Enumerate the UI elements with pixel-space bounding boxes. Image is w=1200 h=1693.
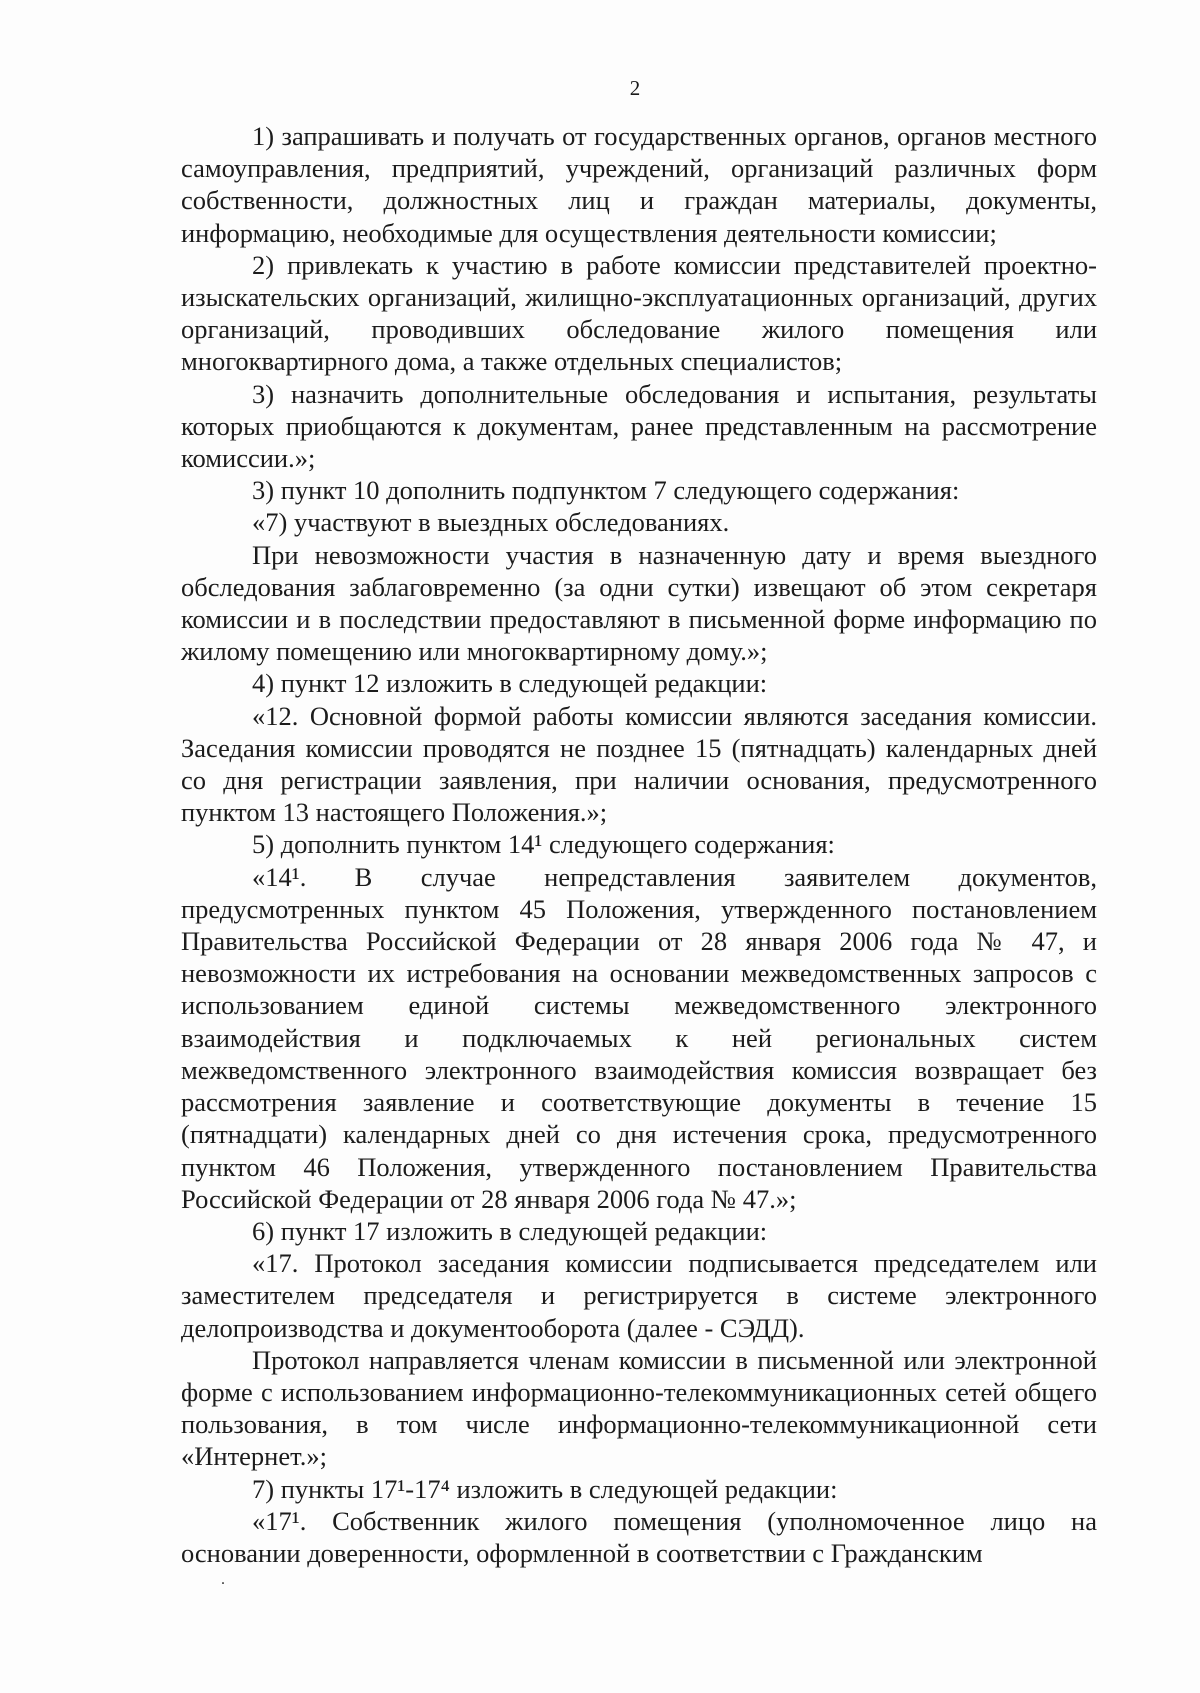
paragraph-1: 1) запрашивать и получать от государственных органов, органов местного самоуправления, предприятий, учреждений, организаций различных форм собственности, должностных лиц и граждан материалы, документы, информацию, необходимые для осуществления деятельности комиссии; bbox=[181, 121, 1097, 248]
paragraph-2: 2) привлекать к участию в работе комиссии представителей проектно-изыскательских организаций, жилищно-эксплуатационных организаций, других организаций, проводивших обследование жилого помещения или многоквартирного дома, а также отдельных специалистов; bbox=[181, 249, 1097, 377]
paragraph-13: Протокол направляется членам комиссии в письменной или электронной форме с использованием информационно-телекоммуникационных сетей общего пользования, в том числе информационно-телекоммуникационной сети «Интернет.»; bbox=[181, 1344, 1097, 1472]
paragraph-6: При невозможности участия в назначенную дату и время выездного обследования заблаговременно (за одни сутки) извещают об этом секретаря комиссии и в последствии предоставляют в письменной форме информацию по жилому помещению или многоквартирному дому.»; bbox=[181, 539, 1097, 667]
paragraph-11: 6) пункт 17 изложить в следующей редакции: bbox=[252, 1215, 768, 1246]
paragraph-14: 7) пункты 17¹-17⁴ изложить в следующей редакции: bbox=[252, 1473, 838, 1504]
paragraph-10: «14¹. В случае непредставления заявителем документов, предусмотренных пунктом 45 Положения, утвержденного постановлением Правительства Российской Федерации от 28 января 2006 года № 47, и невозможности их истребования на основании межведомственных запросов с использованием единой системы межведомственного электронного взаимодействия и подключаемых к ней региональных систем межведомственного электронного взаимодействия комиссия возвращает без рассмотрения заявление и соответствующие документы в течение 15 (пятнадцати) календарных дней со дня истечения срока, предусмотренного пунктом 46 Положения, утвержденного постановлением Правительства Российской Федерации от 28 января 2006 года № 47.»; bbox=[181, 861, 1097, 1214]
margin-mark: . bbox=[221, 1571, 225, 1588]
page-number: 2 bbox=[629, 76, 641, 100]
paragraph-7: 4) пункт 12 изложить в следующей редакции: bbox=[252, 668, 768, 699]
paragraph-15: «17¹. Собственник жилого помещения (уполномоченное лицо на основании доверенности, оформленной в соответствии с Гражданским bbox=[181, 1505, 1097, 1568]
paragraph-3: 3) назначить дополнительные обследования и испытания, результаты которых приобщаются к документам, ранее представленным на рассмотрение комиссии.»; bbox=[181, 378, 1097, 474]
paragraph-9: 5) дополнить пунктом 14¹ следующего содержания: bbox=[252, 829, 835, 860]
paragraph-12: «17. Протокол заседания комиссии подписывается председателем или заместителем председателя и регистрируется в системе электронного делопроизводства и документооборота (далее - СЭДД). bbox=[181, 1248, 1097, 1343]
paragraph-4: 3) пункт 10 дополнить подпунктом 7 следующего содержания: bbox=[252, 475, 960, 506]
paragraph-8: «12. Основной формой работы комиссии являются заседания комиссии. Заседания комиссии проводятся не позднее 15 (пятнадцать) календарных дней со дня регистрации заявления, при наличии основания, предусмотренного пунктом 13 настоящего Положения.»; bbox=[181, 700, 1097, 828]
document-body bbox=[181, 120, 1097, 1569]
paragraph-5: «7) участвуют в выездных обследованиях. bbox=[252, 507, 730, 538]
